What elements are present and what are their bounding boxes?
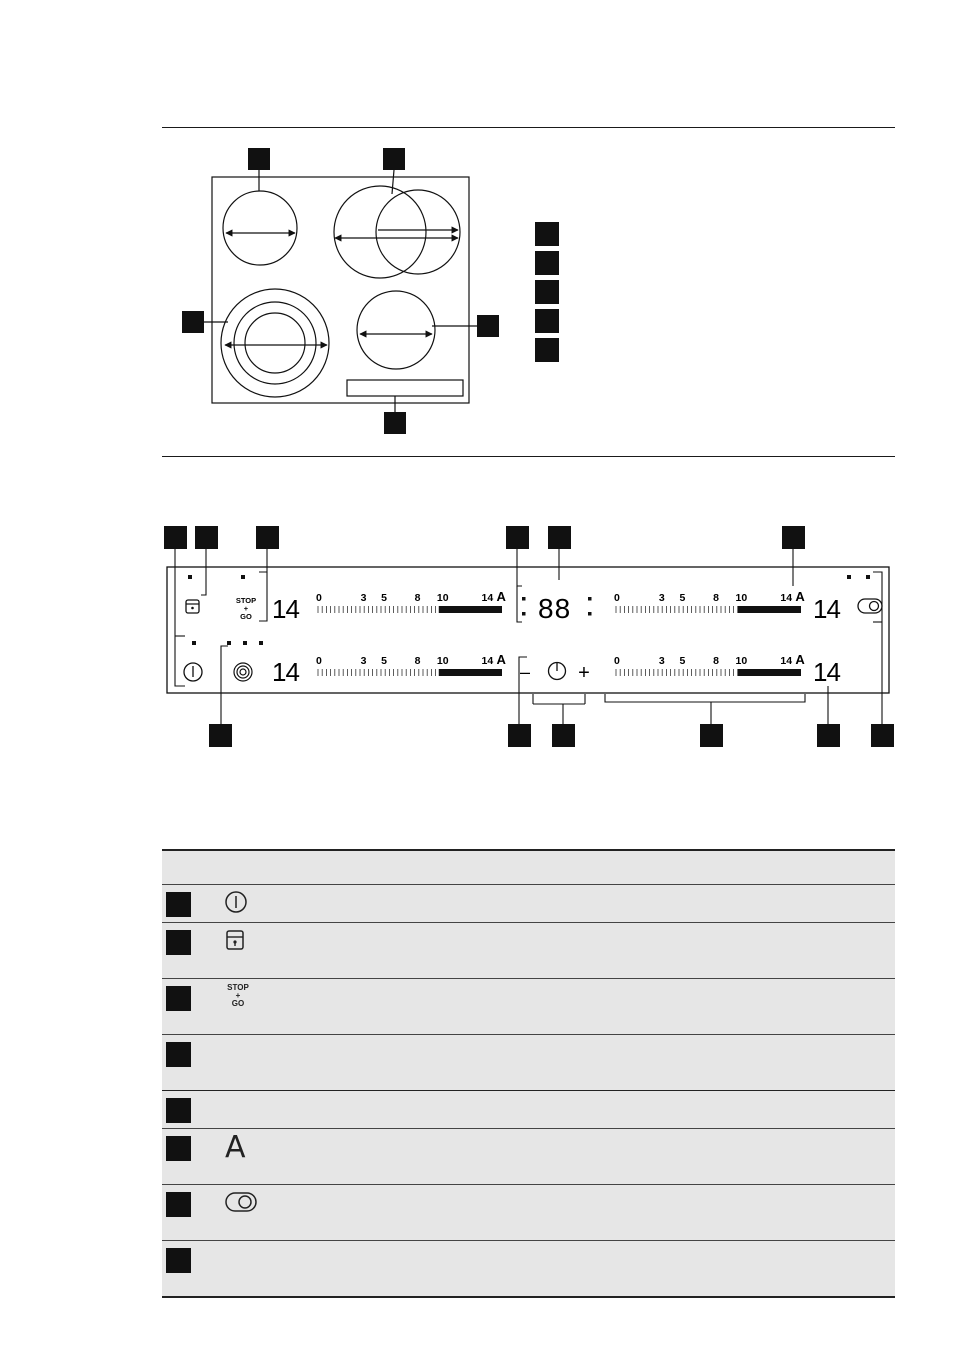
power-icon [224, 890, 248, 914]
indicator-dot [188, 575, 192, 579]
row-badge [166, 930, 191, 955]
callout-badge [700, 724, 723, 747]
hob-control-panel [347, 380, 463, 396]
scale-label: 5 [381, 655, 387, 667]
scale-label: 10 [735, 655, 748, 667]
indicator-dot [241, 575, 245, 579]
scale-label: 5 [381, 592, 387, 604]
legend-badge [535, 280, 559, 304]
table-row [162, 885, 895, 923]
scale-label: 3 [360, 592, 367, 604]
scale-boost-bar [737, 606, 801, 613]
callout-badge [209, 724, 232, 747]
table-row [162, 1241, 895, 1298]
scale-label: 5 [679, 655, 686, 667]
callout-badge [548, 526, 571, 549]
automatic-heat-up-symbol: A [225, 1130, 246, 1165]
scale-unit: A [496, 589, 506, 604]
scale-unit: A [795, 652, 805, 667]
row-badge [166, 1192, 191, 1217]
bridge-toggle-icon [858, 599, 882, 613]
indicator-dot [243, 641, 247, 645]
scale-label: 0 [614, 592, 620, 604]
boost-icon [234, 663, 252, 681]
callout-badge [782, 526, 805, 549]
top-rule [162, 127, 895, 128]
scale-label: 3 [658, 655, 665, 667]
callout-badge [384, 412, 406, 434]
row-badge [166, 986, 191, 1011]
table-row [162, 1035, 895, 1091]
stop-go-line2: + [243, 604, 249, 613]
scale-boost-bar [439, 669, 502, 676]
callout-badge [164, 526, 187, 549]
scale-label: 8 [713, 655, 719, 667]
bridge-toggle-icon [224, 1190, 258, 1214]
stop-go-line3: GO [240, 612, 252, 621]
scale-label: 8 [414, 655, 421, 667]
power-icon [184, 663, 202, 681]
row-badge [166, 1042, 191, 1067]
scale-label: 14 [481, 655, 494, 667]
lock-icon [186, 600, 199, 613]
indicator-dot [227, 641, 231, 645]
zone-display-top-left: 14 [272, 594, 299, 624]
stop-go-symbol: STOP + GO [227, 983, 249, 1008]
scale-unit: A [795, 589, 805, 604]
scale-boost-bar [737, 669, 801, 676]
row-badge [166, 1136, 191, 1161]
scale-unit: A [496, 652, 506, 667]
scale-label: 8 [713, 592, 719, 604]
callout-badge [195, 526, 218, 549]
row-badge [166, 892, 191, 917]
scale-label: 14 [780, 655, 793, 667]
callout-badge [248, 148, 270, 170]
cooking-zone-top-left [223, 191, 297, 265]
row-badge [166, 1098, 191, 1123]
row-badge [166, 1248, 191, 1273]
lock-icon [224, 928, 248, 952]
key-table [162, 849, 895, 1298]
scale-label: 14 [481, 592, 494, 604]
table-row [162, 1185, 895, 1241]
power-scale-top-left[interactable] [316, 589, 507, 613]
table-row [162, 979, 895, 1035]
hob-legend [535, 222, 561, 362]
timer-minus-button: – [519, 662, 531, 682]
legend-badge [535, 251, 559, 275]
scale-label: 3 [360, 655, 367, 667]
timer-clock-icon [549, 662, 566, 680]
scale-label: 8 [414, 592, 421, 604]
scale-label: 3 [658, 592, 665, 604]
indicator-dot [847, 575, 851, 579]
table-header-row [162, 850, 895, 885]
callout-badge [182, 311, 204, 333]
legend-badge [535, 222, 559, 246]
scale-label: 0 [316, 655, 322, 667]
cooking-zone-bottom-right [357, 291, 435, 369]
scale-label: 10 [436, 592, 449, 604]
timer-display: 88 [538, 593, 572, 624]
middle-rule [162, 456, 895, 457]
scale-label: 0 [316, 592, 322, 604]
hob-outline [212, 177, 469, 403]
cooking-zone-top-right-inner [376, 190, 460, 274]
indicator-dot [259, 641, 263, 645]
scale-boost-bar [439, 606, 502, 613]
cooking-zone-bottom-left-mid [234, 302, 316, 384]
scale-label: 10 [735, 592, 748, 604]
callout-badge [506, 526, 529, 549]
callout-badge [383, 148, 405, 170]
callout-badge [871, 724, 894, 747]
cooking-zone-bottom-left-inner [245, 313, 305, 373]
legend-badge [535, 338, 559, 362]
callout-badge [477, 315, 499, 337]
legend-badge [535, 309, 559, 333]
callout-badge [508, 724, 531, 747]
callout-badge [817, 724, 840, 747]
control-panel-diagram [155, 518, 900, 750]
zone-display-bottom-right: 14 [813, 657, 840, 687]
table-row [162, 923, 895, 979]
table-row [162, 1129, 895, 1185]
indicator-dot [866, 575, 870, 579]
power-scale-bottom-right[interactable] [614, 652, 805, 676]
indicator-dot [192, 641, 196, 645]
scale-label: 10 [436, 655, 449, 667]
power-scale-bottom-left[interactable] [316, 652, 507, 676]
timer-plus-button: + [578, 662, 590, 684]
zone-display-bottom-left: 14 [272, 657, 299, 687]
zone-display-top-right: 14 [813, 594, 840, 624]
cooking-zone-top-right-outer [334, 186, 426, 278]
scale-label: 5 [679, 592, 686, 604]
callout-badge [552, 724, 575, 747]
callout-badge [256, 526, 279, 549]
table-row [162, 1091, 895, 1129]
scale-label: 0 [614, 655, 620, 667]
cooking-zone-bottom-left-outer [221, 289, 329, 397]
stop-go-line1: STOP [235, 596, 257, 605]
power-scale-top-right[interactable] [614, 589, 805, 613]
scale-label: 14 [780, 592, 793, 604]
hob-layout-diagram [170, 140, 570, 440]
